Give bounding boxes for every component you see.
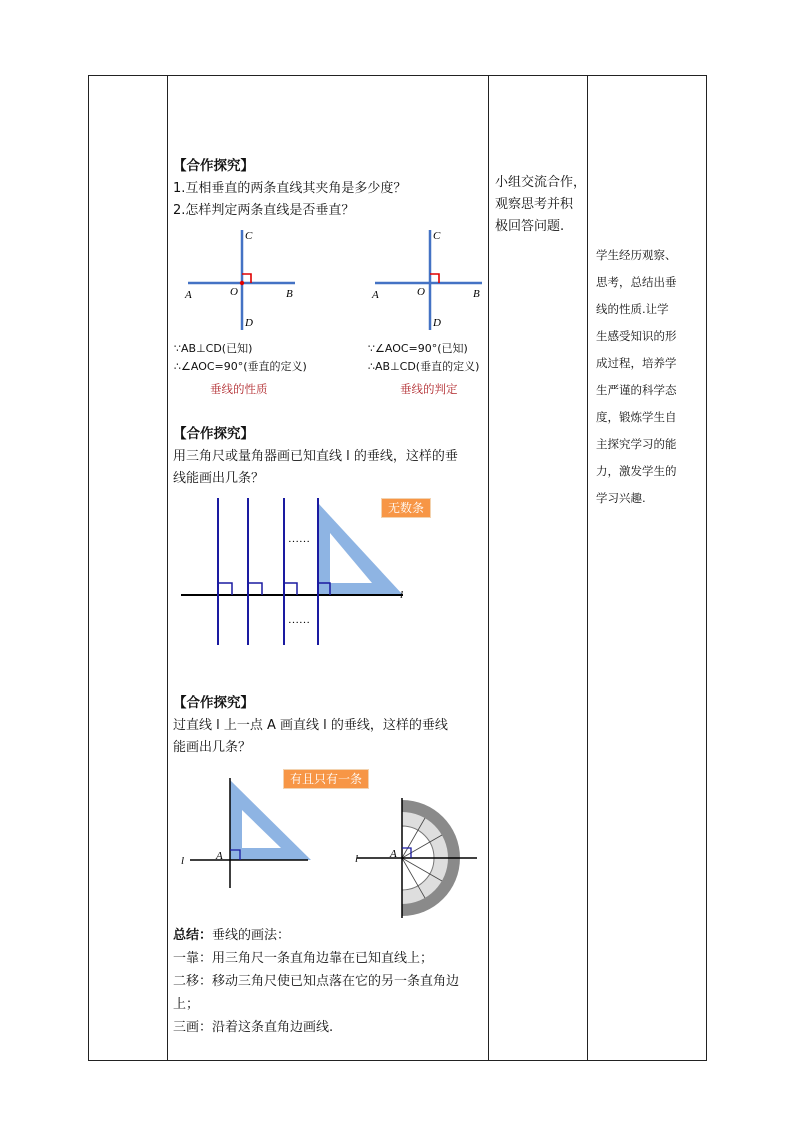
protractor-figure	[352, 796, 482, 921]
design-intent-line: 学习兴趣.	[596, 491, 646, 505]
student-activity-line: 小组交流合作，	[495, 175, 587, 190]
label-C: C	[433, 230, 441, 242]
table-border-top	[88, 75, 707, 76]
student-activity	[495, 172, 586, 238]
label-A: A	[372, 289, 379, 301]
label-D: D	[245, 317, 253, 329]
label-B: B	[286, 288, 293, 300]
line-label-l: l	[355, 853, 359, 865]
design-intent-line: 思考，总结出垂	[596, 275, 677, 289]
summary-step-3: 三画：沿着这条直角边画线.	[173, 1020, 334, 1035]
summary-step-1: 一靠：用三角尺一条直角边靠在已知直线上；	[173, 951, 434, 966]
section1-question-2: 2.怎样判定两条直线是否垂直？	[173, 203, 355, 218]
left-caption: 垂线的性质	[210, 382, 268, 396]
student-activity-line: 极回答问题.	[495, 219, 565, 234]
perpendicular-figure-right	[368, 226, 493, 336]
label-C: C	[245, 230, 253, 242]
design-intent-line: 主探究学习的能	[596, 437, 677, 451]
answer-tag-infinite: 无数条	[381, 498, 431, 518]
summary-step-2a: 二移：移动三角尺使已知点落在它的另一条直角边	[173, 974, 460, 989]
right-reason-2: ∴AB⊥CD(垂直的定义)	[368, 360, 480, 373]
table-border-right	[706, 75, 707, 1061]
answer-tag-unique: 有且只有一条	[283, 769, 369, 789]
perpendicular-figure-left	[180, 226, 310, 336]
design-intent-line: 生严谨的科学态	[596, 383, 677, 397]
table-divider-1	[167, 75, 168, 1061]
section1-question-1: 1.互相垂直的两条直线其夹角是多少度？	[173, 181, 407, 196]
section1-heading: 【合作探究】	[173, 158, 254, 174]
table-border-bottom	[88, 1060, 707, 1061]
summary-step-2b: 上；	[173, 997, 200, 1012]
section3-heading: 【合作探究】	[173, 695, 254, 711]
design-intent-line: 度，锻炼学生自	[596, 410, 677, 424]
right-caption: 垂线的判定	[400, 382, 458, 396]
left-reason-1: ∵AB⊥CD(已知)	[174, 342, 253, 355]
dots-top: ……	[288, 533, 310, 545]
section3-text-1: 过直线 l 上一点 A 画直线 l 的垂线，这样的垂线	[173, 718, 448, 733]
label-O: O	[417, 286, 425, 298]
label-A: A	[185, 289, 192, 301]
design-intent-line: 线的性质.让学	[596, 302, 669, 316]
table-border-left	[88, 75, 89, 1061]
left-reason-2: ∴∠AOC=90°(垂直的定义)	[174, 360, 307, 373]
design-intent-line: 力，激发学生的	[596, 464, 677, 478]
design-intent-line: 学生经历观察、	[596, 248, 677, 262]
table-divider-3	[587, 75, 588, 1061]
label-B: B	[473, 288, 480, 300]
design-intent-line: 成过程，培养学	[596, 356, 677, 370]
point-label-A: A	[390, 848, 397, 860]
section2-text-2: 线能画出几条？	[173, 471, 265, 486]
design-intent-line: 生感受知识的形	[596, 329, 677, 343]
line-label-l: l	[400, 589, 404, 601]
section3-text-2: 能画出几条？	[173, 740, 252, 755]
summary-title-rest: 垂线的画法：	[212, 928, 291, 943]
dots-bottom: ……	[288, 614, 310, 626]
line-label-l: l	[181, 855, 185, 867]
section2-heading: 【合作探究】	[173, 426, 254, 442]
triangle-ruler-figure	[178, 776, 323, 891]
many-perpendiculars-figure	[178, 495, 418, 650]
table-divider-2	[488, 75, 489, 1061]
summary-title	[173, 927, 290, 945]
label-D: D	[433, 317, 441, 329]
label-O: O	[230, 286, 238, 298]
section2-text-1: 用三角尺或量角器画已知直线 l 的垂线，这样的垂	[173, 449, 458, 464]
student-activity-line: 观察思考并积	[495, 197, 574, 212]
right-reason-1: ∵∠AOC=90°(已知)	[368, 342, 468, 355]
point-label-A: A	[216, 850, 223, 862]
design-intent	[596, 242, 704, 512]
summary-title-bold: 总结：	[173, 928, 213, 943]
